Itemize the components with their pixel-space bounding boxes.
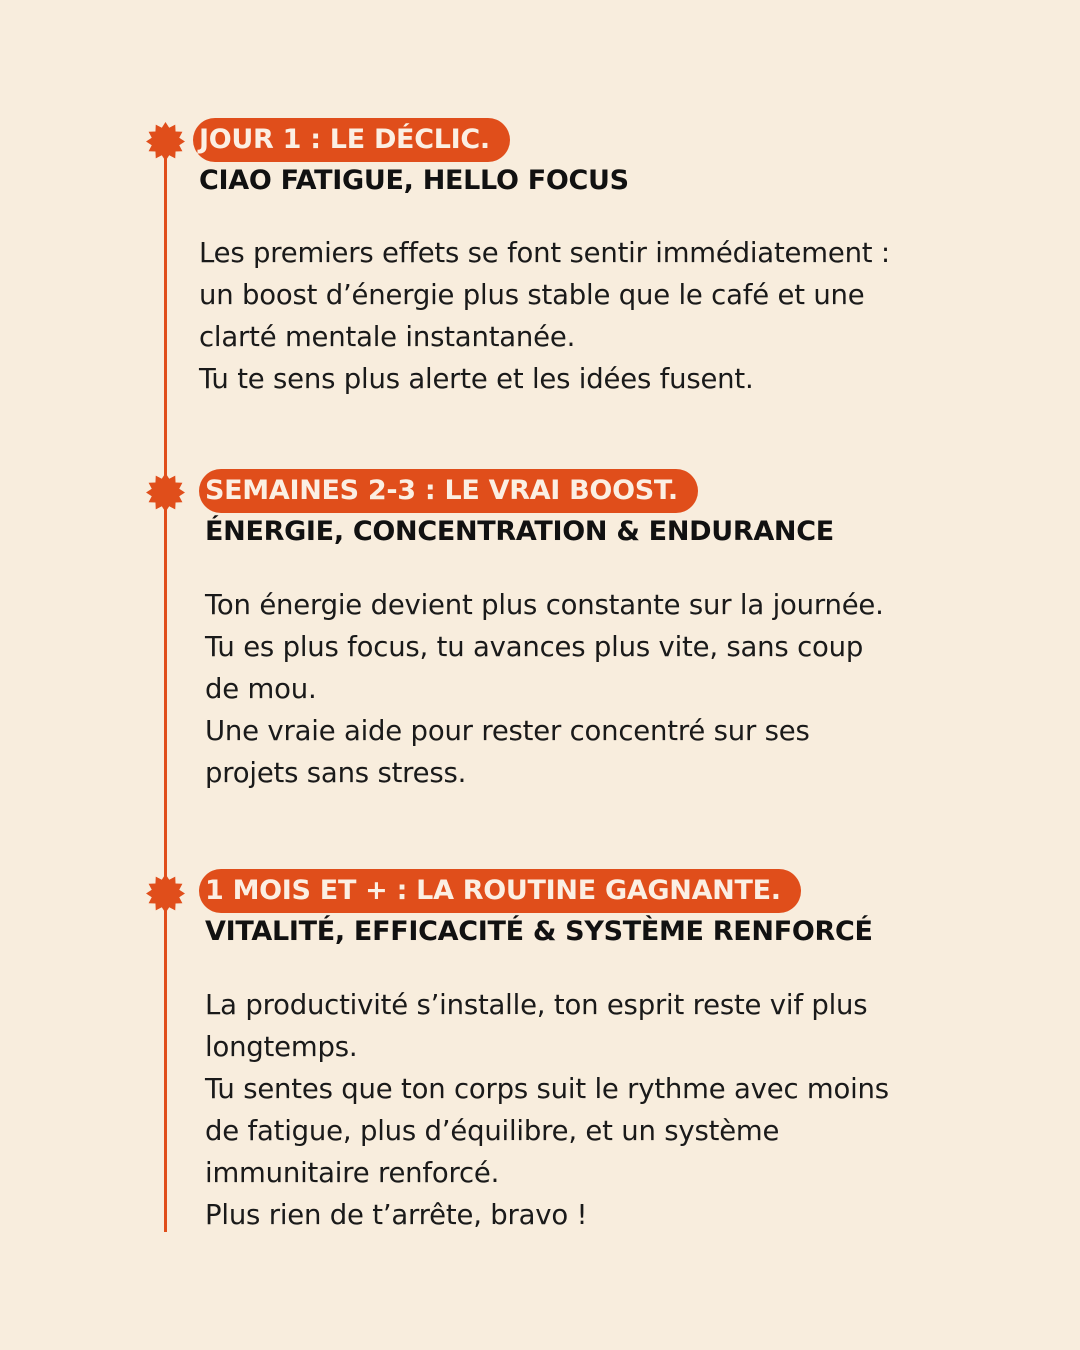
step-subtitle: ÉNERGIE, CONCENTRATION & ENDURANCE [205,516,834,547]
starburst-icon [145,472,186,513]
step-subtitle: VITALITÉ, EFFICACITÉ & SYSTÈME RENFORCÉ [205,916,873,947]
description-line: Tu te sens plus alerte et les idées fusent. [199,363,754,395]
description-line: de fatigue, plus d’équilibre, et un système [205,1115,780,1147]
step-badge: SEMAINES 2-3 : LE VRAI BOOST. [199,469,698,513]
step-description [205,584,884,794]
description-line: clarté mentale instantanée. [199,321,576,353]
description-line: Une vraie aide pour rester concentré sur ses [205,715,810,747]
description-line: Plus rien de t’arrête, bravo ! [205,1199,588,1231]
step-description [205,984,889,1236]
description-line: Tu sentes que ton corps suit le rythme avec moins [205,1073,889,1105]
step-badge: 1 MOIS ET + : LA ROUTINE GAGNANTE. [199,869,801,913]
description-line: longtemps. [205,1031,358,1063]
starburst-icon [145,121,186,162]
description-line: Les premiers effets se font sentir immédiatement : [199,237,890,269]
step-description [199,232,890,400]
description-line: de mou. [205,673,317,705]
step-subtitle: CIAO FATIGUE, HELLO FOCUS [199,165,629,196]
timeline-line [164,140,167,1232]
description-line: un boost d’énergie plus stable que le café et une [199,279,865,311]
description-line: Ton énergie devient plus constante sur la journée. [205,589,884,621]
description-line: immunitaire renforcé. [205,1157,500,1189]
starburst-icon [145,873,186,914]
step-badge: JOUR 1 : LE DÉCLIC. [193,118,510,162]
description-line: projets sans stress. [205,757,467,789]
description-line: Tu es plus focus, tu avances plus vite, sans coup [205,631,864,663]
description-line: La productivité s’installe, ton esprit reste vif plus [205,989,868,1021]
